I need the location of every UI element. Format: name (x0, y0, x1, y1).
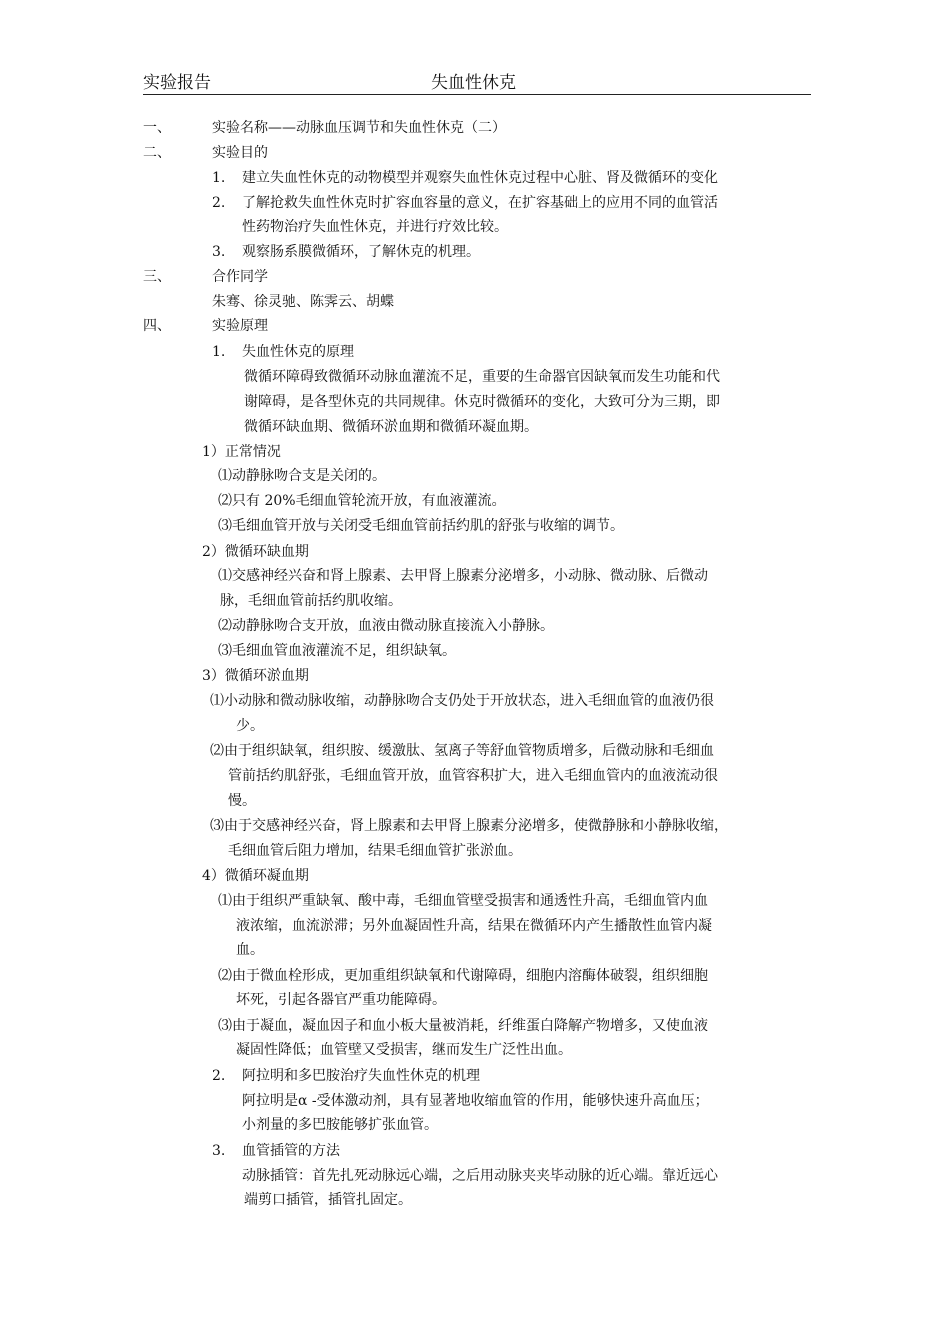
stage-heading: 1）正常情况 (202, 444, 281, 460)
section-title-partners: 合作同学 (212, 269, 268, 285)
stage-item: ⑶由于凝血，凝血因子和血小板大量被消耗，纤维蛋白降解产物增多，又使血液 (218, 1018, 708, 1034)
stage-item: ⑴小动脉和微动脉收缩，动静脉吻合支仍处于开放状态，进入毛细血管的血液仍很 (210, 693, 714, 709)
stage-item-continued: 管前括约肌舒张，毛细血管开放，血管容积扩大，进入毛细血管内的血液流动很 (228, 768, 718, 784)
stage-item: ⑴交感神经兴奋和肾上腺素、去甲肾上腺素分泌增多，小动脉、微动脉、后微动 (218, 568, 708, 584)
section-title-principle: 实验原理 (212, 318, 268, 334)
subsection-title: 血管插管的方法 (242, 1143, 340, 1159)
purpose-item: 建立失血性休克的动物模型并观察失血性休克过程中心脏、肾及微循环的变化 (242, 170, 718, 186)
section-number: 二、 (143, 145, 171, 161)
list-number: 2. (212, 1068, 226, 1084)
stage-item-continued: 少。 (236, 718, 264, 734)
paragraph-line: 小剂量的多巴胺能够扩张血管。 (242, 1117, 438, 1133)
stage-item: ⑵只有 20%毛细血管轮流开放，有血液灌流。 (218, 493, 506, 509)
purpose-item-continued: 性药物治疗失血性休克，并进行疗效比较。 (242, 219, 508, 235)
stage-item: ⑴动静脉吻合支是关闭的。 (218, 468, 386, 484)
stage-heading: 4）微循环凝血期 (202, 868, 309, 884)
partners-list: 朱骞、徐灵驰、陈霁云、胡蝶 (212, 294, 394, 310)
stage-heading: 2）微循环缺血期 (202, 544, 309, 560)
stage-item-continued: 脉，毛细血管前括约肌收缩。 (220, 593, 402, 609)
list-number: 1. (212, 170, 226, 186)
section-number: 四、 (143, 318, 171, 334)
purpose-item: 了解抢救失血性休克时扩容血容量的意义，在扩容基础上的应用不同的血管活 (242, 195, 718, 211)
header-title: 失血性休克 (431, 73, 516, 93)
paragraph-line: 阿拉明是α -受体激动剂，具有显著地收缩血管的作用，能够快速升高血压； (242, 1093, 709, 1109)
stage-item: ⑶由于交感神经兴奋，肾上腺素和去甲肾上腺素分泌增多，使微静脉和小静脉收缩， (210, 818, 728, 834)
section-title-experiment-name: 实验名称——动脉血压调节和失血性休克（二） (212, 120, 506, 136)
stage-item-continued: 液浓缩，血流淤滞；另外血凝固性升高，结果在微循环内产生播散性血管内凝 (236, 918, 712, 934)
stage-item-continued: 毛细血管后阻力增加，结果毛细血管扩张淤血。 (228, 843, 522, 859)
list-number: 1. (212, 344, 226, 360)
section-number: 三、 (143, 269, 171, 285)
stage-item-continued: 坏死，引起各器官严重功能障碍。 (236, 992, 446, 1008)
section-title-purpose: 实验目的 (212, 145, 268, 161)
list-number: 3. (212, 1143, 226, 1159)
stage-item-continued: 慢。 (228, 793, 256, 809)
paragraph-line: 谢障碍，是各型休克的共同规律。休克时微循环的变化，大致可分为三期，即 (244, 394, 720, 410)
section-number: 一、 (143, 120, 171, 136)
stage-item: ⑴由于组织严重缺氧、酸中毒，毛细血管壁受损害和通透性升高，毛细血管内血 (218, 893, 708, 909)
stage-item: ⑶毛细血管开放与关闭受毛细血管前括约肌的舒张与收缩的调节。 (218, 518, 624, 534)
paragraph-line: 动脉插管：首先扎死动脉远心端，之后用动脉夹夹毕动脉的近心端。靠近远心 (242, 1168, 718, 1184)
stage-item: ⑵由于微血栓形成，更加重组织缺氧和代谢障碍，细胞内溶酶体破裂，组织细胞 (218, 968, 708, 984)
paragraph-line: 微循环障碍致微循环动脉血灌流不足，重要的生命器官因缺氧而发生功能和代 (244, 369, 720, 385)
stage-item: ⑶毛细血管血液灌流不足，组织缺氧。 (218, 643, 456, 659)
stage-item-continued: 血。 (236, 942, 264, 958)
paragraph-line: 微循环缺血期、微循环淤血期和微循环凝血期。 (244, 419, 538, 435)
stage-heading: 3）微循环淤血期 (202, 668, 309, 684)
list-number: 3. (212, 244, 226, 260)
page-header (143, 66, 811, 96)
header-divider (143, 94, 811, 95)
subsection-title: 阿拉明和多巴胺治疗失血性休克的机理 (242, 1068, 480, 1084)
stage-item: ⑵由于组织缺氧，组织胺、缓激肽、氢离子等舒血管物质增多，后微动脉和毛细血 (210, 743, 714, 759)
header-report-label: 实验报告 (143, 73, 211, 93)
paragraph-line: 端剪口插管，插管扎固定。 (244, 1192, 412, 1208)
list-number: 2. (212, 195, 226, 211)
subsection-title: 失血性休克的原理 (242, 344, 354, 360)
stage-item-continued: 凝固性降低；血管壁又受损害，继而发生广泛性出血。 (236, 1042, 572, 1058)
purpose-item: 观察肠系膜微循环，了解休克的机理。 (242, 244, 480, 260)
stage-item: ⑵动静脉吻合支开放，血液由微动脉直接流入小静脉。 (218, 618, 554, 634)
